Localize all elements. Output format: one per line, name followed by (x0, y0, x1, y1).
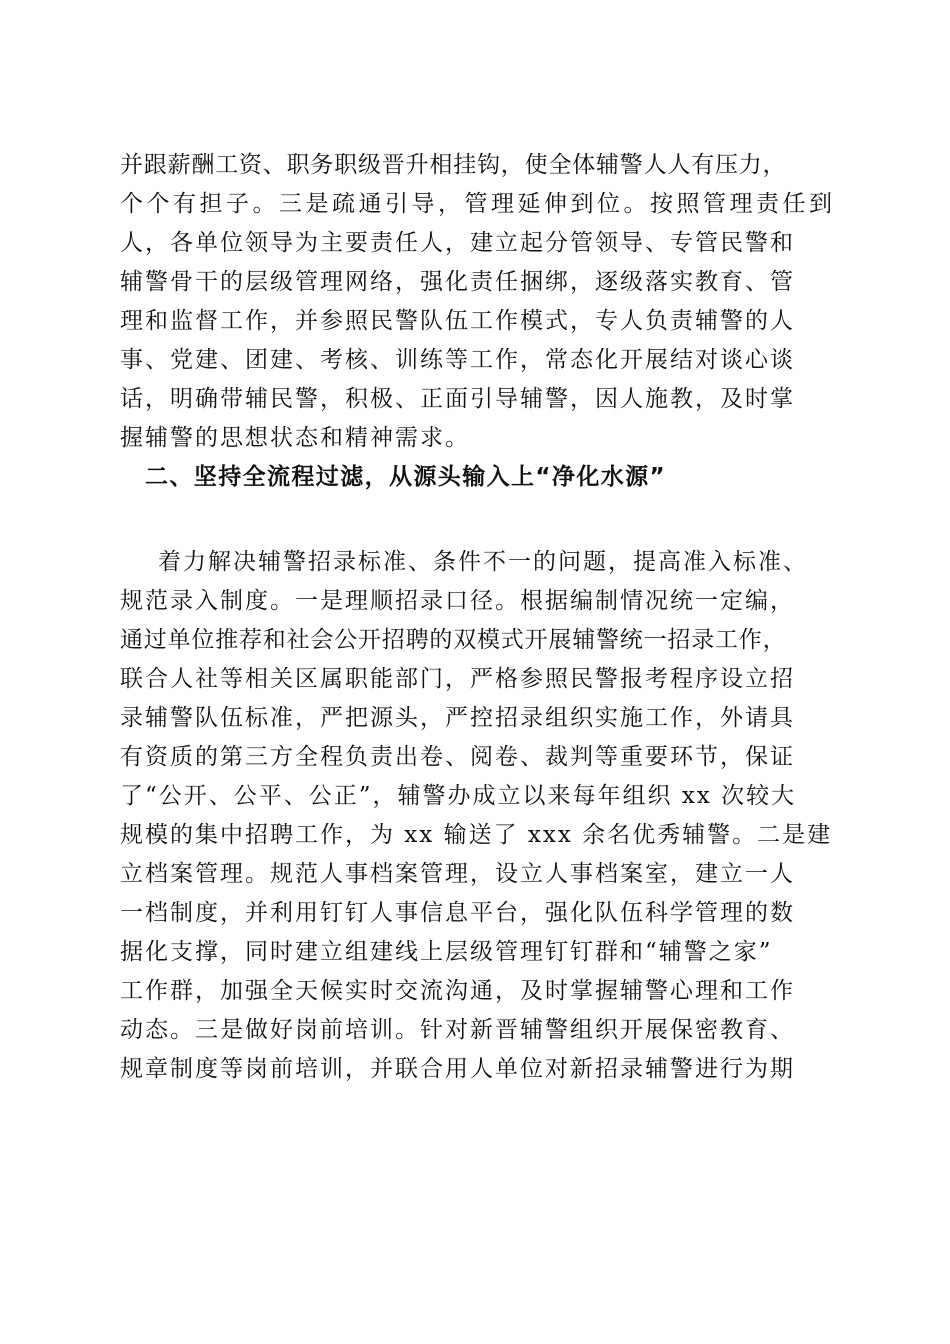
paragraph-line: 个个有担子。三是疏通引导，管理延伸到位。按照管理责任到 (120, 191, 836, 217)
paragraph-line: 通过单位推荐和社会公开招聘的双模式开展辅警统一招录工作， (120, 627, 787, 653)
paragraph-section-two (120, 543, 840, 1089)
paragraph-line: 规范录入制度。一是理顺招录口径。根据编制情况统一定编， (120, 588, 795, 614)
section-heading: 二、坚持全流程过滤，从源头输入上“净化水源” (145, 464, 667, 490)
paragraph-continuation (120, 146, 840, 497)
paragraph-line: 事、党建、团建、考核、训练等工作，常态化开展结对谈心谈 (120, 347, 795, 373)
paragraph-line: 立档案管理。规范人事档案管理，设立人事档案室，建立一人 (120, 861, 795, 887)
paragraph-line: 有资质的第三方全程负责出卷、阅卷、裁判等重要环节，保证 (120, 744, 795, 770)
paragraph-line: 联合人社等相关区属职能部门，严格参照民警报考程序设立招 (120, 666, 795, 692)
paragraph-line: 工作群，加强全天候实时交流沟通，及时掌握辅警心理和工作 (120, 978, 795, 1004)
paragraph-line: 规模的集中招聘工作，为 xx 输送了 xxx 余名优秀辅警。二是建 (120, 822, 833, 848)
paragraph-line: 理和监督工作，并参照民警队伍工作模式，专人负责辅警的人 (120, 308, 795, 334)
paragraph-line: 人，各单位领导为主要责任人，建立起分管领导、专管民警和 (120, 230, 795, 256)
paragraph-line: 录辅警队伍标准，严把源头，严控招录组织实施工作，外请具 (120, 705, 795, 731)
paragraph-line: 话，明确带辅民警，积极、正面引导辅警，因人施教，及时掌 (120, 386, 795, 412)
paragraph-line: 握辅警的思想状态和精神需求。 (120, 425, 470, 451)
paragraph-line: 动态。三是做好岗前培训。针对新晋辅警组织开展保密教育、 (120, 1017, 795, 1043)
paragraph-line: 并跟薪酬工资、职务职级晋升相挂钩，使全体辅警人人有压力， (120, 152, 787, 178)
paragraph-line: 了“公开、公平、公正”，辅警办成立以来每年组织 xx 次较大 (120, 783, 797, 809)
paragraph-line: 规章制度等岗前培训，并联合用人单位对新招录辅警进行为期 (120, 1056, 795, 1082)
paragraph-line: 着力解决辅警招录标准、条件不一的问题，提高准入标准、 (158, 549, 808, 575)
paragraph-line: 辅警骨干的层级管理网络，强化责任捆绑，逐级落实教育、管 (120, 269, 795, 295)
paragraph-line: 一档制度，并利用钉钉人事信息平台，强化队伍科学管理的数 (120, 900, 795, 926)
paragraph-line: 据化支撑，同时建立组建线上层级管理钉钉群和“辅警之家” (120, 939, 773, 965)
